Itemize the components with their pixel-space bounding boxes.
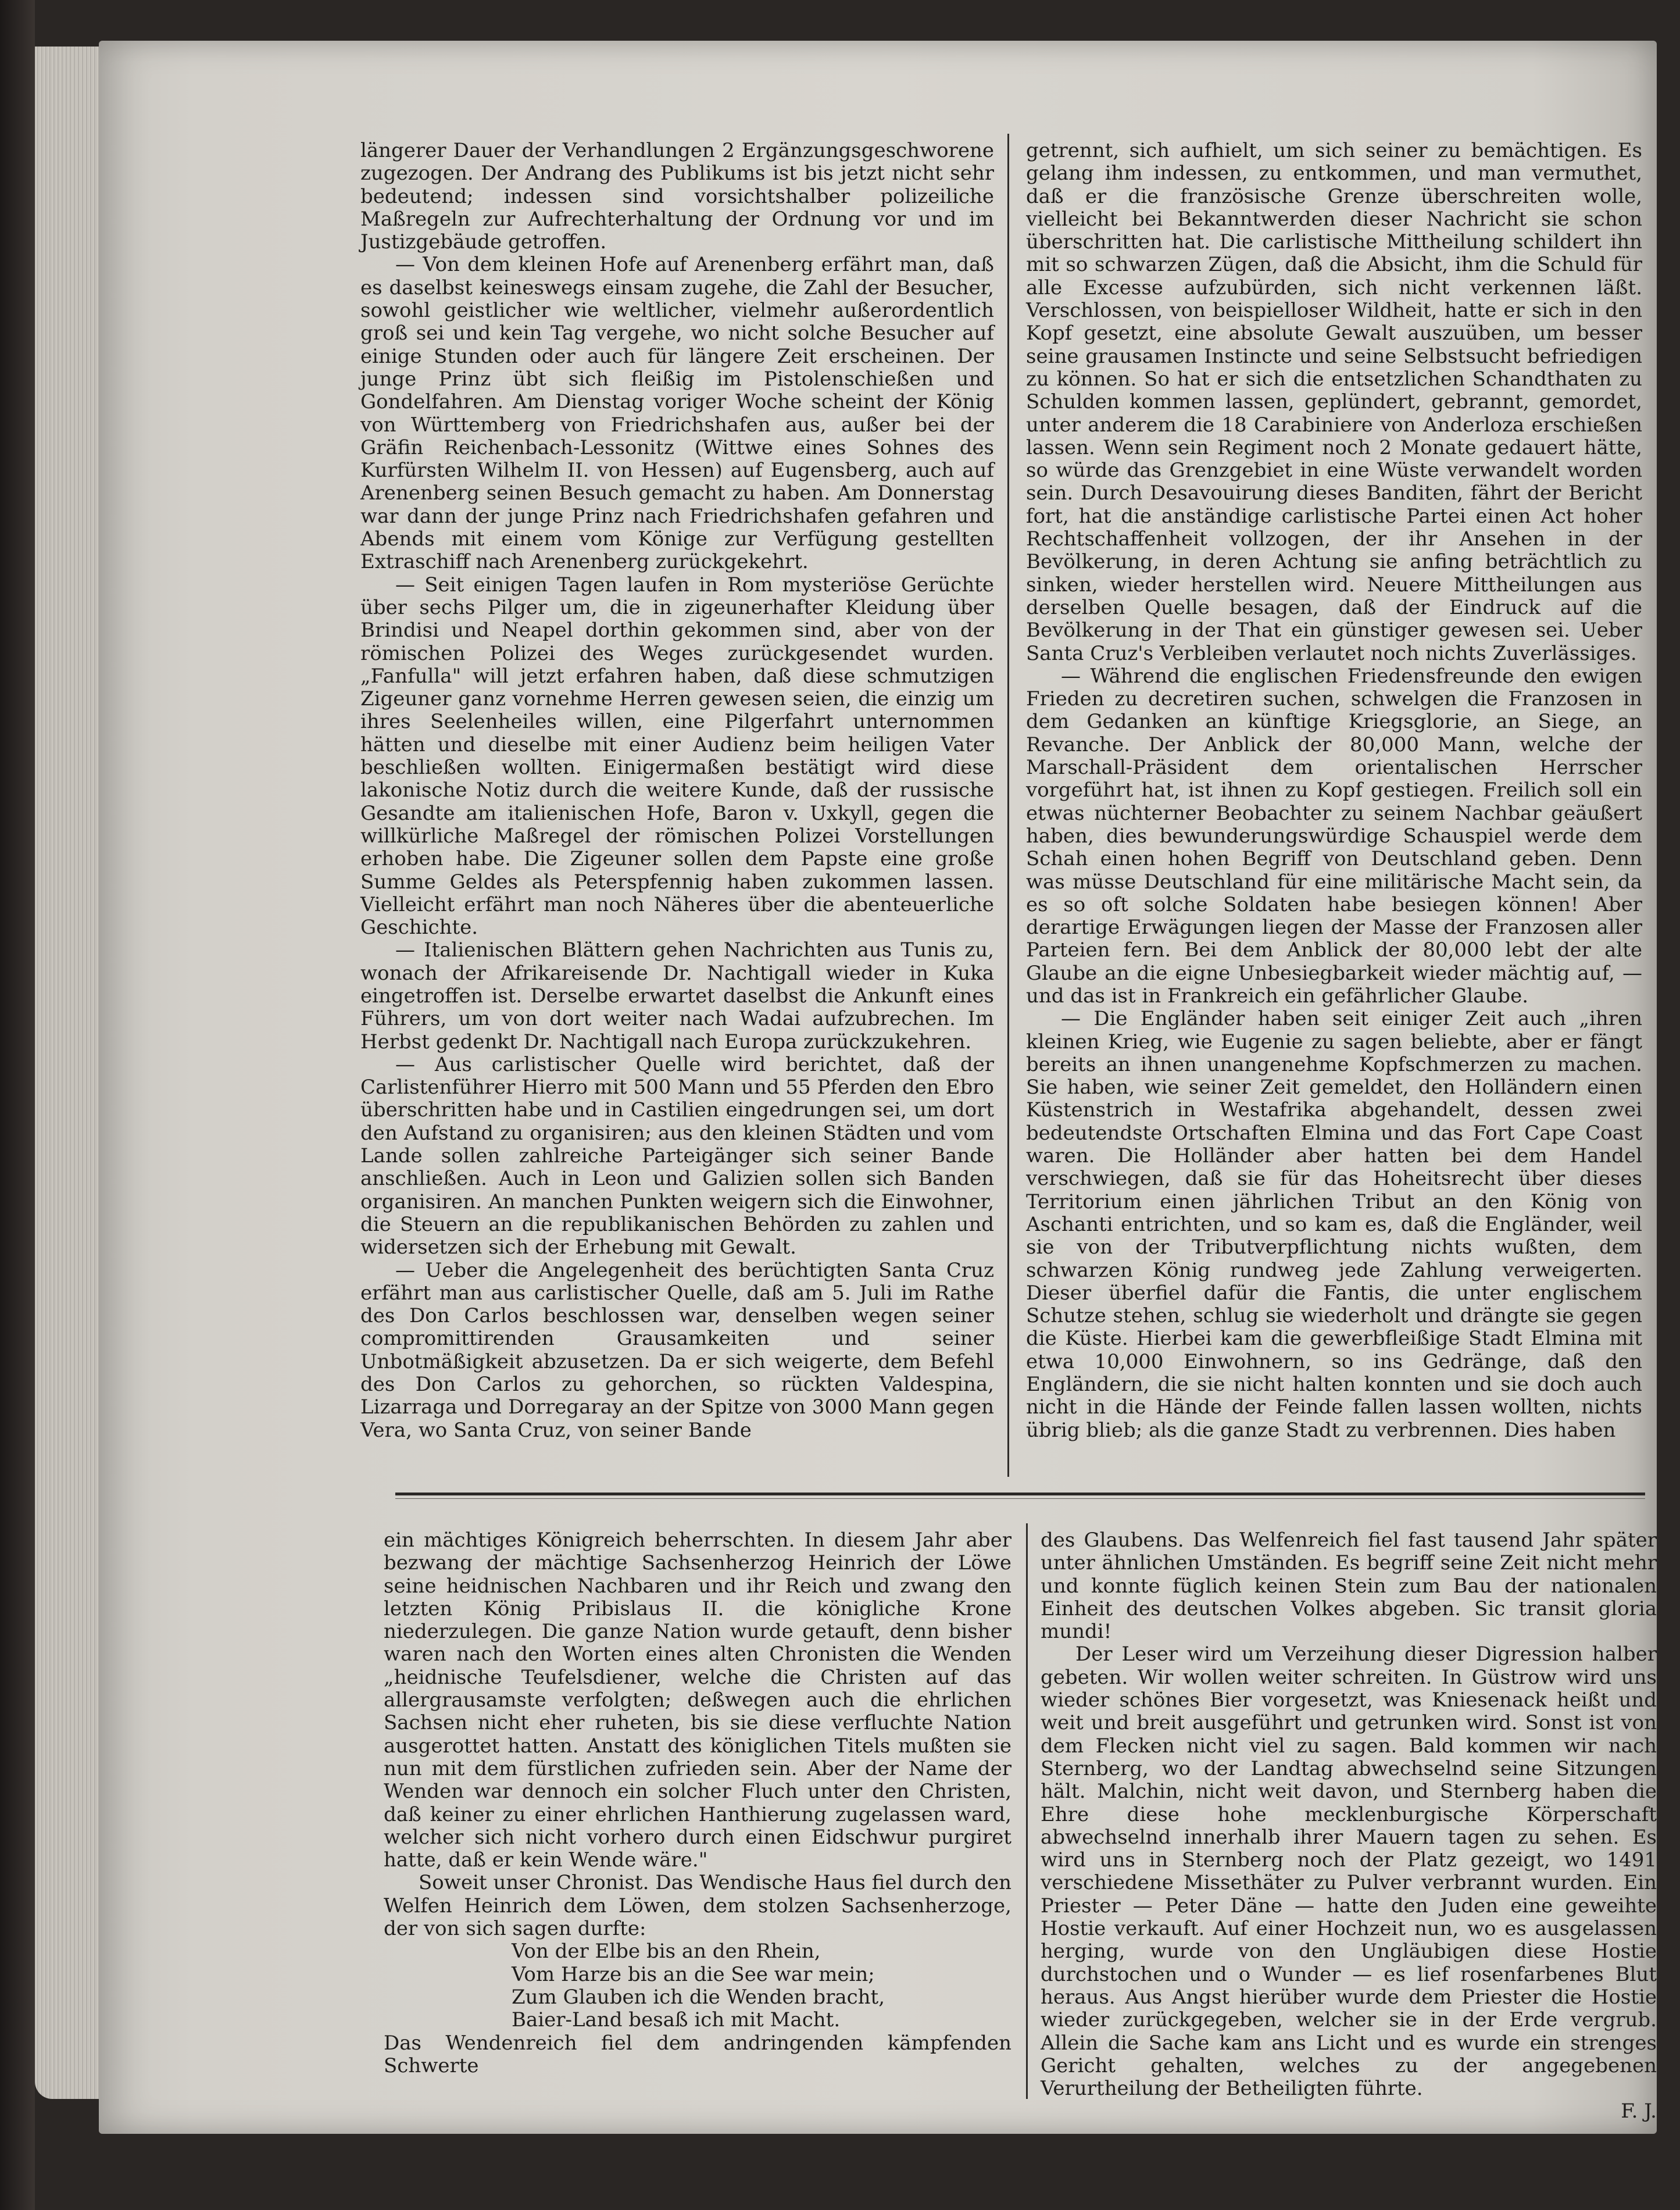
- paragraph: — Während die englischen Friedensfreunde den ewigen Frieden zu decretiren suchen, schwelgen die Franzosen in dem Gedanken an künftige Kriegsglorie, an Siege, an Revanche. Der Anblick der 80,000 Mann, welche der Marschall-Präsident dem orientalischen Herrscher vorgeführt hat, ist ihnen zu Kopf gestiegen. Freilich soll ein etwas nüchterner Beobachter zu seinem Nachbar geäußert haben, dies bewunderungswürdige Schauspiel werde dem Schah einen hohen Begriff von Deutschland geben. Denn was müsse Deutschland für eine militärische Macht sein, da es so oft solche Soldaten habe besiegen können! Aber derartige Erwägungen liegen der Masse der Franzosen aller Parteien fern. Bei dem Anblick der 80,000 lebt der alte Glaube an die eigne Unbesiegbarkeit wieder mächtig auf, — und das ist in Frankreich ein gefährlicher Glaube.: [1026, 664, 1642, 1008]
- verse-block: [384, 1940, 1011, 2032]
- verse-line: Vom Harze bis an die See war mein;: [512, 1962, 875, 1986]
- column-bottom-left: [384, 1529, 1011, 2111]
- column-divider-bottom: [1026, 1523, 1028, 2099]
- paragraph: — Seit einigen Tagen laufen in Rom mysteriöse Gerüchte über sechs Pilger um, die in zigeunerhafter Kleidung über Brindisi und Neapel dorthin gekommen sind, aber von der römischen Polizei des Weges zurückgesendet wurden. „Fanfulla" will jetzt erfahren haben, daß diese schmutzigen Zigeuner ganz vornehme Herren gewesen seien, die einzig um ihres Seelenheiles willen, eine Pilgerfahrt unternommen hätten und dieselbe mit einer Audienz beim heiligen Vater beschließen wollten. Einigermaßen bestätigt wird diese lakonische Notiz durch die weitere Kunde, daß der russische Gesandte am italienischen Hofe, Baron v. Uxkyll, gegen die willkürliche Maßregel der römischen Polizei Vorstellungen erhoben habe. Die Zigeuner sollen dem Papste eine große Summe Geldes als Peterspfennig haben zukommen lassen. Vielleicht erfährt man noch Näheres über die abenteuerliche Geschichte.: [360, 573, 994, 940]
- verse-line: Baier-Land besaß ich mit Macht.: [512, 2008, 841, 2032]
- section-divider-rule: [395, 1493, 1645, 1495]
- column-top-left: [360, 140, 994, 1459]
- column-bottom-right: [1041, 1529, 1657, 2123]
- verse-line: Von der Elbe bis an den Rhein,: [512, 1940, 821, 1963]
- verse-line: Zum Glauben ich die Wenden bracht,: [512, 1985, 885, 2009]
- book-spine-edge: [0, 0, 35, 2210]
- page-edges: [35, 47, 105, 2099]
- author-signature: F. J.: [1621, 2100, 1657, 2123]
- paragraph: längerer Dauer der Verhandlungen 2 Ergänzungsgeschworene zugezogen. Der Andrang des Publikums ist bis jetzt nicht sehr bedeutend; indessen sind vorsichtshalber polizeiliche Maßregeln zur Aufrechterhaltung der Ordnung vor und im Justizgebäude getroffen.: [360, 139, 994, 254]
- paragraph: ein mächtiges Königreich beherrschten. In diesem Jahr aber bezwang der mächtige Sachsenherzog Heinrich der Löwe seine heidnischen Nachbaren und ihr Reich und zwang den letzten König Pribislaus II. die königliche Krone niederzulegen. Die ganze Nation wurde getauft, denn bisher waren nach den Worten eines alten Chronisten die Wenden „heidnische Teufelsdiener, welche die Christen auf das allergrausamste verfolgten; deßwegen auch die ehrlichen Sachsen nicht eher ruheten, bis sie diese verfluchte Nation ausgerottet hatten. Anstatt des königlichen Titels mußten sie nun mit dem fürstlichen zufrieden sein. Aber der Name der Wenden war dennoch ein solcher Fluch unter den Christen, daß keiner zu einer ehrlichen Hanthierung zugelassen ward, welcher sich nicht vorhero durch einen Eidschwur purgiret hatte, daß er kein Wende wäre.": [384, 1529, 1011, 1872]
- paragraph: — Aus carlistischer Quelle wird berichtet, daß der Carlistenführer Hierro mit 500 Mann und 55 Pferden den Ebro überschritten habe und in Castilien eingedrungen sei, um dort den Aufstand zu organisiren; aus den kleinen Städten und vom Lande sollen zahlreiche Parteigänger sich seiner Bande anschließen. Auch in Leon und Galizien sollen sich Banden organisiren. An manchen Punkten weigern sich die Einwohner, die Steuern an die republikanischen Behörden zu zahlen und widersetzen sich der Erhebung mit Gewalt.: [360, 1052, 994, 1259]
- paragraph: getrennt, sich aufhielt, um sich seiner zu bemächtigen. Es gelang ihm indessen, zu entkommen, und man vermuthet, daß er die französische Grenze überschreiten wolle, vielleicht bei Bekanntwerden dieser Nachricht sie schon überschritten hat. Die carlistische Mittheilung schildert ihn mit so schwarzen Zügen, daß die Absicht, ihm die Schuld für alle Excesse aufzubürden, sich nicht verkennen läßt. Verschlossen, von beispielloser Wildheit, hatte er sich in den Kopf gesetzt, eine absolute Gewalt auszuüben, um besser seine grausamen Instincte und seine Selbstsucht befriedigen zu können. So hat er sich die entsetzlichen Schandthaten zu Schulden kommen lassen, geplündert, gebrannt, gemordet, unter anderem die 18 Carabiniere von Anderloza erschießen lassen. Wenn sein Regiment noch 2 Monate gedauert hätte, so würde das Grenzgebiet in eine Wüste verwandelt worden sein. Durch Desavouirung dieses Banditen, fährt der Bericht fort, hat die anständige carlistische Partei einen Act hoher Rechtschaffenheit vollzogen, der ihr Ansehen in der Bevölkerung, in deren Achtung sie anfing beträchtlich zu sinken, wieder herstellen wird. Neuere Mittheilungen aus derselben Quelle besagen, daß der Eindruck auf die Bevölkerung in der That ein günstiger gewesen sei. Ueber Santa Cruz's Verbleiben verlautet noch nichts Zuverlässiges.: [1026, 139, 1642, 665]
- page-number-blank: [849, 99, 895, 122]
- paragraph: Soweit unser Chronist. Das Wendische Haus fiel durch den Welfen Heinrich dem Löwen, dem stolzen Sachsenherzoge, der von sich sagen durfte:: [384, 1871, 1011, 1941]
- column-divider-top: [1007, 134, 1009, 1477]
- paragraph: — Italienischen Blättern gehen Nachrichten aus Tunis zu, wonach der Afrikareisende Dr. Nachtigall wieder in Kuka eingetroffen ist. Derselbe erwartet daselbst die Ankunft eines Führers, um von dort weiter nach Wadai aufzubrechen. Im Herbst gedenkt Dr. Nachtigall nach Europa zurückzukehren.: [360, 938, 994, 1054]
- paragraph: Das Wendenreich fiel dem andringenden kämpfenden Schwerte: [384, 2031, 1011, 2077]
- paragraph: — Die Engländer haben seit einiger Zeit auch „ihren kleinen Krieg, wie Eugenie zu sagen beliebte, aber er fängt bereits an ihnen unangenehme Kopfschmerzen zu machen. Sie haben, wie seiner Zeit gemeldet, den Holländern einen Küstenstrich in Westafrika abgehandelt, dessen zwei bedeutendste Ortschaften Elmina und das Fort Cape Coast waren. Die Holländer aber hatten bei dem Handel verschwiegen, daß sie für das Hoheitsrecht über dieses Territorium einen jährlichen Tribut an den König von Aschanti entrichten, und so kam es, daß die Engländer, weil sie von der Tributverpflichtung nichts wußten, dem schwarzen König rundweg jede Zahlung verweigerten. Dieser überfiel dafür die Fantis, die unter englischem Schutze stehen, schlug sie wiederholt und drängte sie gegen die Küste. Hierbei kam die gewerbfleißige Stadt Elmina mit etwa 10,000 Einwohnern, so ins Gedränge, daß den Engländern, die sie nicht halten konnten und sie doch auch nicht in die Hände der Feinde fallen lassen wollten, nichts übrig blieb; als die ganze Stadt zu verbrennen. Dies haben: [1026, 1007, 1642, 1442]
- column-top-right: [1026, 140, 1642, 1459]
- paragraph: — Von dem kleinen Hofe auf Arenenberg erfährt man, daß es daselbst keineswegs einsam zugehe, die Zahl der Besucher, sowohl geistlicher wie weltlicher, vielmehr außerordentlich groß sei und kein Tag vergehe, wo nicht solche Besucher auf einige Stunden oder auch für längere Zeit erscheinen. Der junge Prinz übt sich fleißig im Pistolenschießen und Gondelfahren. Am Dienstag voriger Woche scheint der König von Württemberg von Friedrichshafen aus, außer bei der Gräfin Reichenbach-Lessonitz (Wittwe eines Sohnes des Kurfürsten Wilhelm II. von Hessen) auf Eugensberg, auch auf Arenenberg seinen Besuch gemacht zu haben. Am Donnerstag war dann der junge Prinz nach Friedrichshafen gefahren und Abends mit einem vom Könige zur Verfügung gestellten Extraschiff nach Arenenberg zurückgekehrt.: [360, 253, 994, 574]
- paragraph: des Glaubens. Das Welfenreich fiel fast tausend Jahr später unter ähnlichen Umständen. Es begriff seine Zeit nicht mehr und konnte füglich keinen Stein zum Bau der nationalen Einheit des deutschen Volkes abgeben. Sic transit gloria mundi!: [1041, 1529, 1657, 1644]
- paragraph: — Ueber die Angelegenheit des berüchtigten Santa Cruz erfährt man aus carlistischer Quelle, daß am 5. Juli im Rathe des Don Carlos beschlossen war, denselben wegen seiner compromittirenden Grausamkeiten und seiner Unbotmäßigkeit abzusetzen. Da er sich weigerte, dem Befehl des Don Carlos zu gehorchen, so rückten Valdespina, Lizarraga und Dorregaray an der Spitze von 3000 Mann gegen Vera, wo Santa Cruz, von seiner Bande: [360, 1258, 994, 1442]
- paragraph: Der Leser wird um Verzeihung dieser Digression halber gebeten. Wir wollen weiter schreiten. In Güstrow wird uns wieder schönes Bier vorgesetzt, was Kniesenack heißt und weit und breit ausgeführt und getrunken wird. Sonst ist von dem Flecken nicht viel zu sagen. Bald kommen wir nach Sternberg, wo der Landtag abwechselnd seine Sitzungen hält. Malchin, nicht weit davon, und Sternberg haben die Ehre diese hohe mecklenburgische Körperschaft abwechselnd innerhalb ihrer Mauern tagen zu sehen. Es wird uns in Sternberg noch der Platz gezeigt, wo 1491 verschiedene Missethäter zu Pulver verbrannt wurden. Ein Priester — Peter Däne — hatte den Juden eine geweihte Hostie verkauft. Auf einer Hochzeit nun, wo es ausgelassen herging, wurde von den Ungläubigen diese Hostie durchstochen und o Wunder — es lief rosenfarbenes Blut heraus. Aus Angst hierüber wurde dem Priester die Hostie wieder zurückgegeben, welcher sie in der Erde vergrub. Allein die Sache kam ans Licht und es wurde ein strenges Gericht gehalten, welches zu der angegebenen Verurtheilung der Betheiligten führte.: [1041, 1643, 1657, 2101]
- section-divider-rule-thin: [395, 1498, 1645, 1499]
